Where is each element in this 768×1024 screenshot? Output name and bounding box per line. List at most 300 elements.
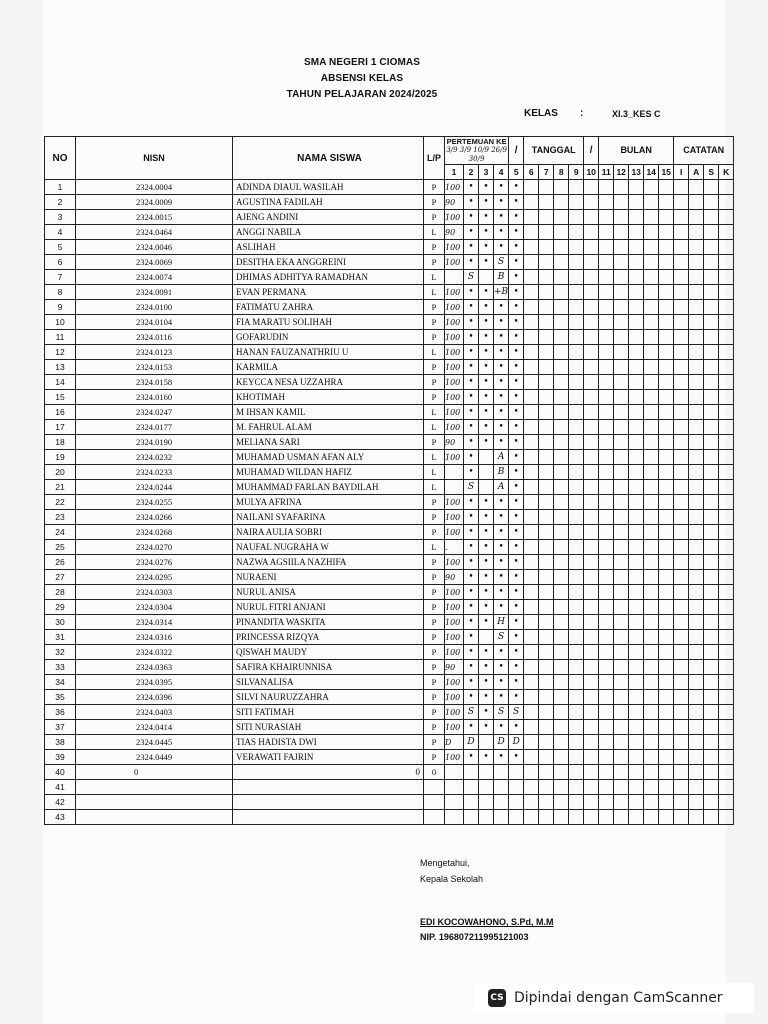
attendance-cell xyxy=(554,615,569,630)
attendance-mark: • xyxy=(509,570,524,585)
attendance-cell xyxy=(539,540,554,555)
attendance-mark: • xyxy=(479,315,494,330)
attendance-mark: • xyxy=(509,750,524,765)
attendance-mark: • xyxy=(464,450,479,465)
row-gender: P xyxy=(424,180,445,195)
attendance-cell xyxy=(629,285,644,300)
attendance-mark xyxy=(464,780,479,795)
row-gender: P xyxy=(424,720,445,735)
attendance-mark: • xyxy=(464,360,479,375)
attendance-mark: • xyxy=(509,255,524,270)
attendance-cell xyxy=(524,600,539,615)
catatan-cell xyxy=(689,270,704,285)
attendance-cell xyxy=(629,765,644,780)
attendance-cell xyxy=(539,210,554,225)
catatan-cell xyxy=(719,720,734,735)
attendance-cell xyxy=(539,180,554,195)
catatan-cell xyxy=(674,675,689,690)
attendance-cell xyxy=(629,795,644,810)
attendance-cell xyxy=(644,420,659,435)
catatan-cell xyxy=(719,750,734,765)
attendance-mark xyxy=(479,780,494,795)
attendance-cell xyxy=(539,285,554,300)
row-nisn: 2324.0316 xyxy=(76,630,233,645)
attendance-cell xyxy=(584,225,599,240)
row-number: 8 xyxy=(45,285,76,300)
row-number: 30 xyxy=(45,615,76,630)
attendance-cell xyxy=(614,795,629,810)
catatan-cell xyxy=(674,285,689,300)
row-nisn: 2324.0015 xyxy=(76,210,233,225)
row-nisn: 2324.0104 xyxy=(76,315,233,330)
attendance-cell xyxy=(629,420,644,435)
header-slash-1: / xyxy=(584,137,599,165)
attendance-mark: • xyxy=(464,390,479,405)
attendance-cell xyxy=(554,285,569,300)
attendance-cell xyxy=(539,705,554,720)
attendance-cell xyxy=(659,735,674,750)
attendance-cell xyxy=(614,480,629,495)
attendance-cell xyxy=(599,540,614,555)
attendance-cell xyxy=(629,360,644,375)
catatan-cell xyxy=(704,675,719,690)
row-student-name: VERAWATI FAJRIN xyxy=(233,750,424,765)
document-title: ABSENSI KELAS xyxy=(320,73,404,84)
attendance-mark: • xyxy=(509,210,524,225)
attendance-mark: • xyxy=(494,360,509,375)
attendance-cell xyxy=(584,405,599,420)
attendance-cell xyxy=(644,720,659,735)
attendance-cell xyxy=(554,645,569,660)
attendance-cell xyxy=(569,615,584,630)
attendance-cell xyxy=(614,690,629,705)
row-number: 2 xyxy=(45,195,76,210)
row-student-name: ASLIHAH xyxy=(233,240,424,255)
catatan-cell xyxy=(704,540,719,555)
attendance-cell xyxy=(659,270,674,285)
row-student-name: NURAENI xyxy=(233,570,424,585)
attendance-cell xyxy=(614,420,629,435)
attendance-cell xyxy=(614,735,629,750)
attendance-cell xyxy=(629,540,644,555)
attendance-mark: • xyxy=(464,600,479,615)
meeting-number: 8 xyxy=(554,165,569,180)
catatan-cell xyxy=(704,750,719,765)
catatan-cell xyxy=(689,465,704,480)
attendance-mark xyxy=(479,735,494,750)
catatan-cell xyxy=(689,300,704,315)
attendance-mark: 100 xyxy=(445,615,464,630)
attendance-mark: S xyxy=(464,705,479,720)
table-row xyxy=(45,285,734,300)
row-nisn: 2324.0190 xyxy=(76,435,233,450)
attendance-cell xyxy=(539,765,554,780)
attendance-cell xyxy=(584,465,599,480)
attendance-cell xyxy=(569,450,584,465)
catatan-cell xyxy=(704,705,719,720)
attendance-mark: • xyxy=(479,720,494,735)
attendance-mark: • xyxy=(494,690,509,705)
attendance-mark: • xyxy=(479,750,494,765)
catatan-cell xyxy=(719,495,734,510)
catatan-cell xyxy=(719,210,734,225)
attendance-mark: 100 xyxy=(445,360,464,375)
attendance-cell xyxy=(569,480,584,495)
attendance-cell xyxy=(524,420,539,435)
attendance-cell xyxy=(629,615,644,630)
catatan-cell xyxy=(704,315,719,330)
attendance-cell xyxy=(659,600,674,615)
attendance-cell xyxy=(614,555,629,570)
row-student-name: NAILANI SYAFARINA xyxy=(233,510,424,525)
attendance-mark xyxy=(494,810,509,825)
attendance-cell xyxy=(554,300,569,315)
row-gender: L xyxy=(424,270,445,285)
attendance-cell xyxy=(524,270,539,285)
row-number: 4 xyxy=(45,225,76,240)
attendance-cell xyxy=(644,375,659,390)
row-number: 38 xyxy=(45,735,76,750)
attendance-cell xyxy=(524,465,539,480)
attendance-cell xyxy=(629,270,644,285)
header-nisn: NISN xyxy=(76,137,233,180)
attendance-cell xyxy=(569,555,584,570)
attendance-cell xyxy=(569,465,584,480)
meeting-number: 3 xyxy=(479,165,494,180)
attendance-cell xyxy=(659,300,674,315)
attendance-mark: • xyxy=(494,660,509,675)
attendance-cell xyxy=(599,630,614,645)
table-row xyxy=(45,600,734,615)
attendance-mark: 100 xyxy=(445,720,464,735)
attendance-cell xyxy=(554,360,569,375)
row-number: 20 xyxy=(45,465,76,480)
attendance-cell xyxy=(644,705,659,720)
attendance-cell xyxy=(614,720,629,735)
row-student-name: NAZWA AGSIILA NAZHIFA xyxy=(233,555,424,570)
attendance-cell xyxy=(539,375,554,390)
attendance-cell xyxy=(629,720,644,735)
pertemuan-dates: 3/9 3/9 10/9 26/9 30/9 xyxy=(446,146,507,163)
attendance-cell xyxy=(524,630,539,645)
row-number: 9 xyxy=(45,300,76,315)
attendance-cell xyxy=(584,285,599,300)
catatan-cell xyxy=(674,195,689,210)
attendance-cell xyxy=(644,480,659,495)
catatan-cell xyxy=(704,345,719,360)
attendance-mark: 100 xyxy=(445,510,464,525)
attendance-cell xyxy=(599,495,614,510)
attendance-cell xyxy=(539,615,554,630)
attendance-cell xyxy=(539,450,554,465)
attendance-mark: S xyxy=(494,630,509,645)
attendance-cell xyxy=(554,690,569,705)
catatan-cell xyxy=(719,645,734,660)
catatan-cell xyxy=(704,270,719,285)
attendance-mark: • xyxy=(509,345,524,360)
catatan-cell xyxy=(674,240,689,255)
attendance-cell xyxy=(569,645,584,660)
attendance-cell xyxy=(599,510,614,525)
row-gender: P xyxy=(424,330,445,345)
attendance-mark xyxy=(479,480,494,495)
attendance-mark xyxy=(445,765,464,780)
attendance-cell xyxy=(614,615,629,630)
attendance-cell xyxy=(539,600,554,615)
header-bulan: BULAN xyxy=(599,137,674,165)
attendance-cell xyxy=(614,675,629,690)
attendance-mark: B xyxy=(494,465,509,480)
attendance-cell xyxy=(599,255,614,270)
catatan-cell xyxy=(719,450,734,465)
attendance-cell xyxy=(524,675,539,690)
row-nisn: 2324.0160 xyxy=(76,390,233,405)
attendance-mark: 100 xyxy=(445,240,464,255)
attendance-cell xyxy=(629,450,644,465)
attendance-cell xyxy=(659,210,674,225)
attendance-cell xyxy=(569,360,584,375)
attendance-cell xyxy=(524,795,539,810)
attendance-mark: 100 xyxy=(445,210,464,225)
header-name: NAMA SISWA xyxy=(233,137,424,180)
attendance-cell xyxy=(554,510,569,525)
attendance-mark: • xyxy=(464,465,479,480)
attendance-mark: • xyxy=(494,315,509,330)
catatan-cell xyxy=(674,330,689,345)
table-row xyxy=(45,225,734,240)
attendance-cell xyxy=(524,240,539,255)
camscanner-text: Dipindai dengan CamScanner xyxy=(514,990,723,1006)
attendance-cell xyxy=(569,420,584,435)
catatan-cell xyxy=(689,435,704,450)
attendance-mark: • xyxy=(494,180,509,195)
attendance-mark: • xyxy=(464,420,479,435)
row-student-name: NURUL FITRI ANJANI xyxy=(233,600,424,615)
attendance-cell xyxy=(644,645,659,660)
attendance-mark xyxy=(445,780,464,795)
attendance-cell xyxy=(644,675,659,690)
attendance-mark: 100 xyxy=(445,555,464,570)
row-gender: P xyxy=(424,435,445,450)
catatan-cell xyxy=(674,435,689,450)
attendance-cell xyxy=(629,225,644,240)
attendance-mark: H xyxy=(494,615,509,630)
catatan-cell xyxy=(704,525,719,540)
attendance-cell xyxy=(539,435,554,450)
catatan-cell xyxy=(689,255,704,270)
row-gender: 0 xyxy=(424,765,445,780)
attendance-mark xyxy=(479,270,494,285)
catatan-cell xyxy=(719,435,734,450)
attendance-cell xyxy=(614,180,629,195)
table-row xyxy=(45,345,734,360)
row-student-name: PINANDITA WASKITA xyxy=(233,615,424,630)
attendance-cell xyxy=(629,750,644,765)
attendance-cell xyxy=(584,195,599,210)
attendance-cell xyxy=(659,450,674,465)
attendance-cell xyxy=(569,435,584,450)
catatan-cell xyxy=(704,765,719,780)
attendance-mark: • xyxy=(509,660,524,675)
attendance-cell xyxy=(584,540,599,555)
catatan-cell xyxy=(704,780,719,795)
catatan-cell xyxy=(689,540,704,555)
attendance-mark: • xyxy=(464,435,479,450)
attendance-cell xyxy=(629,660,644,675)
catatan-cell xyxy=(689,240,704,255)
attendance-cell xyxy=(614,780,629,795)
catatan-cell xyxy=(689,675,704,690)
attendance-cell xyxy=(569,300,584,315)
attendance-cell xyxy=(524,525,539,540)
attendance-cell xyxy=(599,375,614,390)
catatan-cell xyxy=(689,780,704,795)
attendance-mark xyxy=(445,465,464,480)
row-gender xyxy=(424,810,445,825)
attendance-mark: 100 xyxy=(445,690,464,705)
attendance-cell xyxy=(524,450,539,465)
catatan-cell xyxy=(719,240,734,255)
attendance-cell xyxy=(599,405,614,420)
attendance-cell xyxy=(644,330,659,345)
catatan-cell xyxy=(689,210,704,225)
attendance-cell xyxy=(554,705,569,720)
attendance-mark: • xyxy=(494,330,509,345)
attendance-cell xyxy=(599,600,614,615)
row-student-name: MELIANA SARI xyxy=(233,435,424,450)
attendance-cell xyxy=(524,405,539,420)
table-row xyxy=(45,585,734,600)
attendance-mark: • xyxy=(509,495,524,510)
catatan-cell xyxy=(689,795,704,810)
catatan-cell xyxy=(689,660,704,675)
attendance-cell xyxy=(569,390,584,405)
catatan-cell xyxy=(689,750,704,765)
attendance-cell xyxy=(524,705,539,720)
catatan-cell xyxy=(689,645,704,660)
attendance-cell xyxy=(599,720,614,735)
attendance-cell xyxy=(644,285,659,300)
attendance-mark: • xyxy=(509,540,524,555)
attendance-cell xyxy=(569,765,584,780)
row-number: 29 xyxy=(45,600,76,615)
row-gender: P xyxy=(424,495,445,510)
catatan-cell xyxy=(719,225,734,240)
attendance-cell xyxy=(644,810,659,825)
catatan-cell xyxy=(704,465,719,480)
attendance-cell xyxy=(539,480,554,495)
attendance-mark: • xyxy=(479,690,494,705)
row-gender: P xyxy=(424,615,445,630)
catatan-cell xyxy=(719,615,734,630)
attendance-cell xyxy=(584,750,599,765)
attendance-mark xyxy=(494,780,509,795)
attendance-cell xyxy=(614,435,629,450)
attendance-cell xyxy=(614,525,629,540)
attendance-cell xyxy=(584,810,599,825)
attendance-mark: 100 xyxy=(445,255,464,270)
attendance-cell xyxy=(539,525,554,540)
camscanner-watermark xyxy=(474,983,754,1013)
row-student-name: FIA MARATU SOLIHAH xyxy=(233,315,424,330)
attendance-cell xyxy=(599,690,614,705)
attendance-cell xyxy=(629,510,644,525)
attendance-cell xyxy=(629,375,644,390)
attendance-cell xyxy=(539,420,554,435)
attendance-cell xyxy=(524,780,539,795)
attendance-mark: D xyxy=(494,735,509,750)
table-header-row xyxy=(45,137,734,165)
catatan-cell xyxy=(674,795,689,810)
attendance-cell xyxy=(569,270,584,285)
catatan-cell xyxy=(689,315,704,330)
table-row xyxy=(45,705,734,720)
attendance-cell xyxy=(659,510,674,525)
attendance-mark: 100 xyxy=(445,675,464,690)
attendance-mark: • xyxy=(479,285,494,300)
catatan-cell xyxy=(689,615,704,630)
attendance-cell xyxy=(539,330,554,345)
attendance-cell xyxy=(659,675,674,690)
attendance-cell xyxy=(629,405,644,420)
attendance-mark: • xyxy=(479,660,494,675)
attendance-cell xyxy=(539,570,554,585)
attendance-cell xyxy=(629,705,644,720)
attendance-cell xyxy=(539,195,554,210)
catatan-cell xyxy=(689,480,704,495)
catatan-cell xyxy=(674,660,689,675)
attendance-cell xyxy=(524,375,539,390)
catatan-cell xyxy=(704,480,719,495)
attendance-cell xyxy=(569,600,584,615)
attendance-cell xyxy=(614,255,629,270)
attendance-cell xyxy=(599,660,614,675)
attendance-mark: +B xyxy=(494,285,509,300)
attendance-cell xyxy=(584,390,599,405)
attendance-mark: • xyxy=(464,540,479,555)
attendance-cell xyxy=(569,315,584,330)
catatan-cell xyxy=(689,285,704,300)
catatan-cell xyxy=(689,810,704,825)
attendance-cell xyxy=(614,810,629,825)
attendance-cell xyxy=(554,735,569,750)
table-row xyxy=(45,525,734,540)
row-student-name: AGUSTINA FADILAH xyxy=(233,195,424,210)
row-number: 43 xyxy=(45,810,76,825)
row-number: 15 xyxy=(45,390,76,405)
attendance-cell xyxy=(524,195,539,210)
row-gender xyxy=(424,780,445,795)
row-number: 16 xyxy=(45,405,76,420)
catatan-cell xyxy=(674,315,689,330)
table-row xyxy=(45,555,734,570)
attendance-cell xyxy=(554,330,569,345)
attendance-cell xyxy=(539,555,554,570)
table-row xyxy=(45,300,734,315)
row-nisn: 2324.0395 xyxy=(76,675,233,690)
catatan-cell xyxy=(719,285,734,300)
row-number: 11 xyxy=(45,330,76,345)
row-nisn: 2324.0268 xyxy=(76,525,233,540)
catatan-cell xyxy=(674,210,689,225)
row-gender: L xyxy=(424,465,445,480)
row-nisn: 2324.0074 xyxy=(76,270,233,285)
row-number: 35 xyxy=(45,690,76,705)
attendance-cell xyxy=(659,435,674,450)
row-gender: L xyxy=(424,480,445,495)
attendance-cell xyxy=(659,630,674,645)
attendance-cell xyxy=(659,180,674,195)
